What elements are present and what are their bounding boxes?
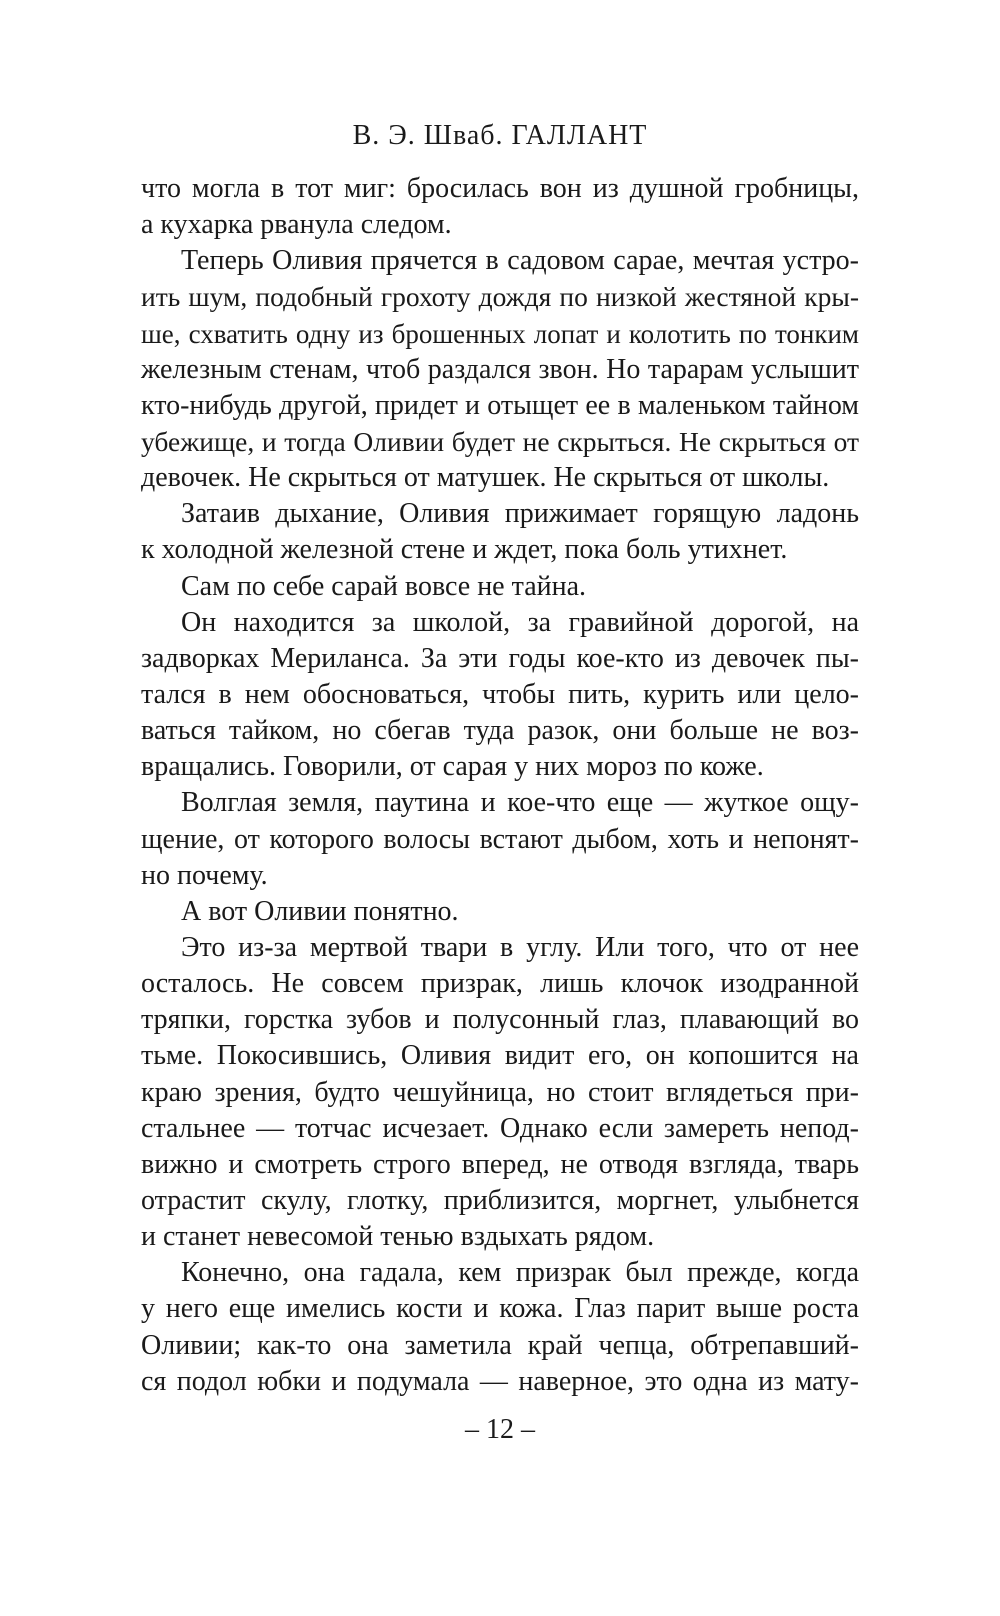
- text-line: девочек. Не скрыться от матушек. Не скрыться от школы.: [141, 462, 830, 494]
- text-line: Теперь Оливия прячется в садовом сарае, мечтая устро-: [181, 245, 859, 277]
- text-line: ваться тайком, но сбегав туда разок, они больше не воз-: [141, 715, 859, 747]
- text-line: вижно и смотреть строго вперед, не отводя взгляда, тварь: [141, 1148, 859, 1180]
- body-text: [141, 171, 859, 1400]
- text-line: А вот Оливии понятно.: [181, 895, 459, 927]
- text-line: щение, от которого волосы встают дыбом, хоть и непонят-: [141, 823, 859, 855]
- text-line: Оливии; как-то она заметила край чепца, обтрепавший-: [141, 1329, 859, 1361]
- text-line: стальнее — тотчас исчезает. Однако если замереть непод-: [141, 1112, 859, 1144]
- page-number: – 12 –: [465, 1414, 535, 1445]
- text-line: Конечно, она гадала, кем призрак был прежде, когда: [181, 1257, 859, 1289]
- text-line: осталось. Не совсем призрак, лишь клочок изодранной: [141, 968, 859, 1000]
- text-line: и станет невесомой тенью вздыхать рядом.: [141, 1221, 655, 1253]
- text-line: тьме. Покосившись, Оливия видит его, он копошится на: [141, 1040, 859, 1072]
- text-line: у него еще имелись кости и кожа. Глаз парит выше роста: [141, 1293, 859, 1325]
- text-line: тряпки, горстка зубов и полусонный глаз, плавающий во: [141, 1004, 859, 1036]
- text-line: тался в нем обосноваться, чтобы пить, курить или цело-: [141, 678, 859, 710]
- text-line: ить шум, подобный грохоту дождя по низкой жестяной кры-: [141, 281, 859, 313]
- text-line: железным стенам, чтоб раздался звон. Но тарарам услышит: [141, 353, 859, 385]
- text-line: кто-нибудь другой, придет и отыщет ее в маленьком тайном: [141, 389, 859, 421]
- text-line: к холодной железной стене и ждет, пока боль утихнет.: [141, 534, 788, 566]
- text-line: Затаив дыхание, Оливия прижимает горящую ладонь: [181, 498, 859, 530]
- text-line: Он находится за школой, за гравийной дорогой, на: [181, 606, 859, 638]
- text-line: краю зрения, будто чешуйница, но стоит вглядеться при-: [141, 1076, 859, 1108]
- text-line: ся подол юбки и подумала — наверное, это одна из мату-: [141, 1365, 859, 1397]
- running-head: В. Э. Шваб. ГАЛЛАНТ: [352, 120, 648, 151]
- text-line: а кухарка рванула следом.: [141, 209, 452, 241]
- text-line: Волглая земля, паутина и кое-что еще — жуткое ощу-: [181, 787, 859, 819]
- text-line: отрастит скулу, глотку, приблизится, моргнет, улыбнется: [141, 1184, 859, 1216]
- text-line: что могла в тот миг: бросилась вон из душной гробницы,: [141, 173, 859, 204]
- text-line: ше, схватить одну из брошенных лопат и колотить по тонким: [141, 318, 859, 349]
- text-line: задворках Мериланса. За эти годы кое-кто из девочек пы-: [141, 642, 859, 674]
- text-line: Сам по себе сарай вовсе не тайна.: [181, 570, 587, 602]
- text-line: вращались. Говорили, от сарая у них мороз по коже.: [141, 751, 764, 783]
- text-line: убежище, и тогда Оливии будет не скрыться. Не скрыться от: [141, 425, 859, 457]
- text-line: Это из-за мертвой твари в углу. Или того, что от нее: [181, 931, 859, 963]
- text-line: но почему.: [141, 859, 268, 891]
